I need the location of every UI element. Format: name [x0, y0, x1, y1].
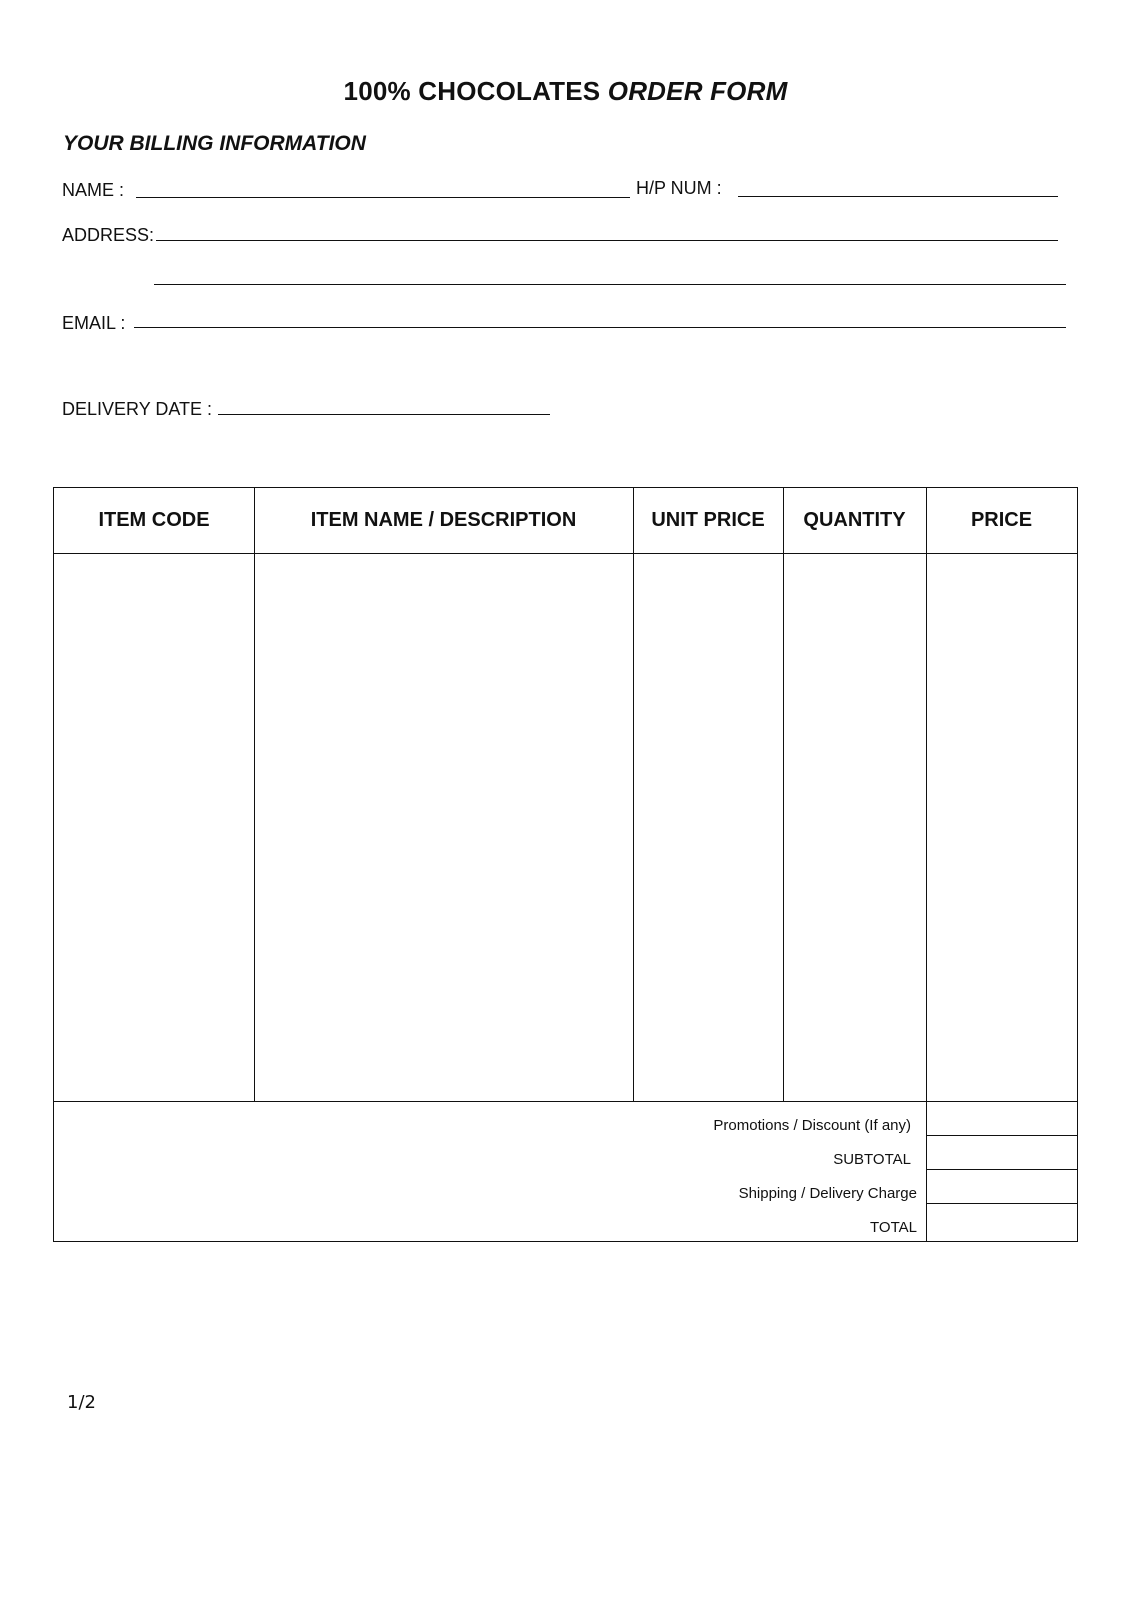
summary-row-divider — [926, 1203, 1077, 1204]
subtotal-label: SUBTOTAL — [833, 1151, 911, 1168]
table-header-divider — [54, 553, 1077, 554]
hp-num-label: H/P NUM : — [636, 178, 722, 198]
form-title-main: 100% CHOCOLATES — [343, 76, 601, 106]
form-title — [0, 76, 1131, 107]
name-field[interactable] — [136, 197, 630, 198]
discount-value-cell[interactable] — [928, 1103, 1075, 1134]
email-field[interactable] — [134, 327, 1066, 328]
total-label: TOTAL — [870, 1219, 917, 1236]
summary-row-divider — [926, 1169, 1077, 1170]
header-item-name: ITEM NAME / DESCRIPTION — [310, 509, 577, 531]
column-divider — [926, 488, 927, 1101]
summary-row-divider — [926, 1135, 1077, 1136]
header-item-code: ITEM CODE — [98, 509, 210, 531]
address-field-line-1[interactable] — [156, 240, 1058, 241]
name-label: NAME : — [62, 180, 125, 200]
delivery-date-field[interactable] — [218, 414, 550, 415]
summary-column-divider — [926, 1101, 927, 1241]
order-table — [53, 487, 1078, 1242]
column-divider — [254, 488, 255, 1101]
billing-section-title: YOUR BILLING INFORMATION — [63, 132, 366, 155]
discount-label: Promotions / Discount (If any) — [713, 1117, 911, 1134]
form-title-italic: ORDER FORM — [607, 76, 788, 106]
page-number: 1/2 — [67, 1392, 96, 1413]
total-value-cell[interactable] — [928, 1205, 1075, 1239]
delivery-date-label: DELIVERY DATE : — [62, 399, 213, 419]
column-divider — [633, 488, 634, 1101]
header-price: PRICE — [970, 509, 1033, 531]
column-divider — [783, 488, 784, 1101]
address-label: ADDRESS: — [62, 225, 155, 245]
header-quantity: QUANTITY — [803, 509, 906, 531]
address-field-line-2[interactable] — [154, 284, 1066, 285]
shipping-label: Shipping / Delivery Charge — [738, 1185, 917, 1202]
hp-num-field[interactable] — [738, 196, 1058, 197]
email-label: EMAIL : — [62, 313, 126, 333]
table-body-bottom — [54, 1101, 1077, 1102]
subtotal-value-cell[interactable] — [928, 1137, 1075, 1168]
shipping-value-cell[interactable] — [928, 1171, 1075, 1202]
header-unit-price: UNIT PRICE — [651, 509, 765, 531]
